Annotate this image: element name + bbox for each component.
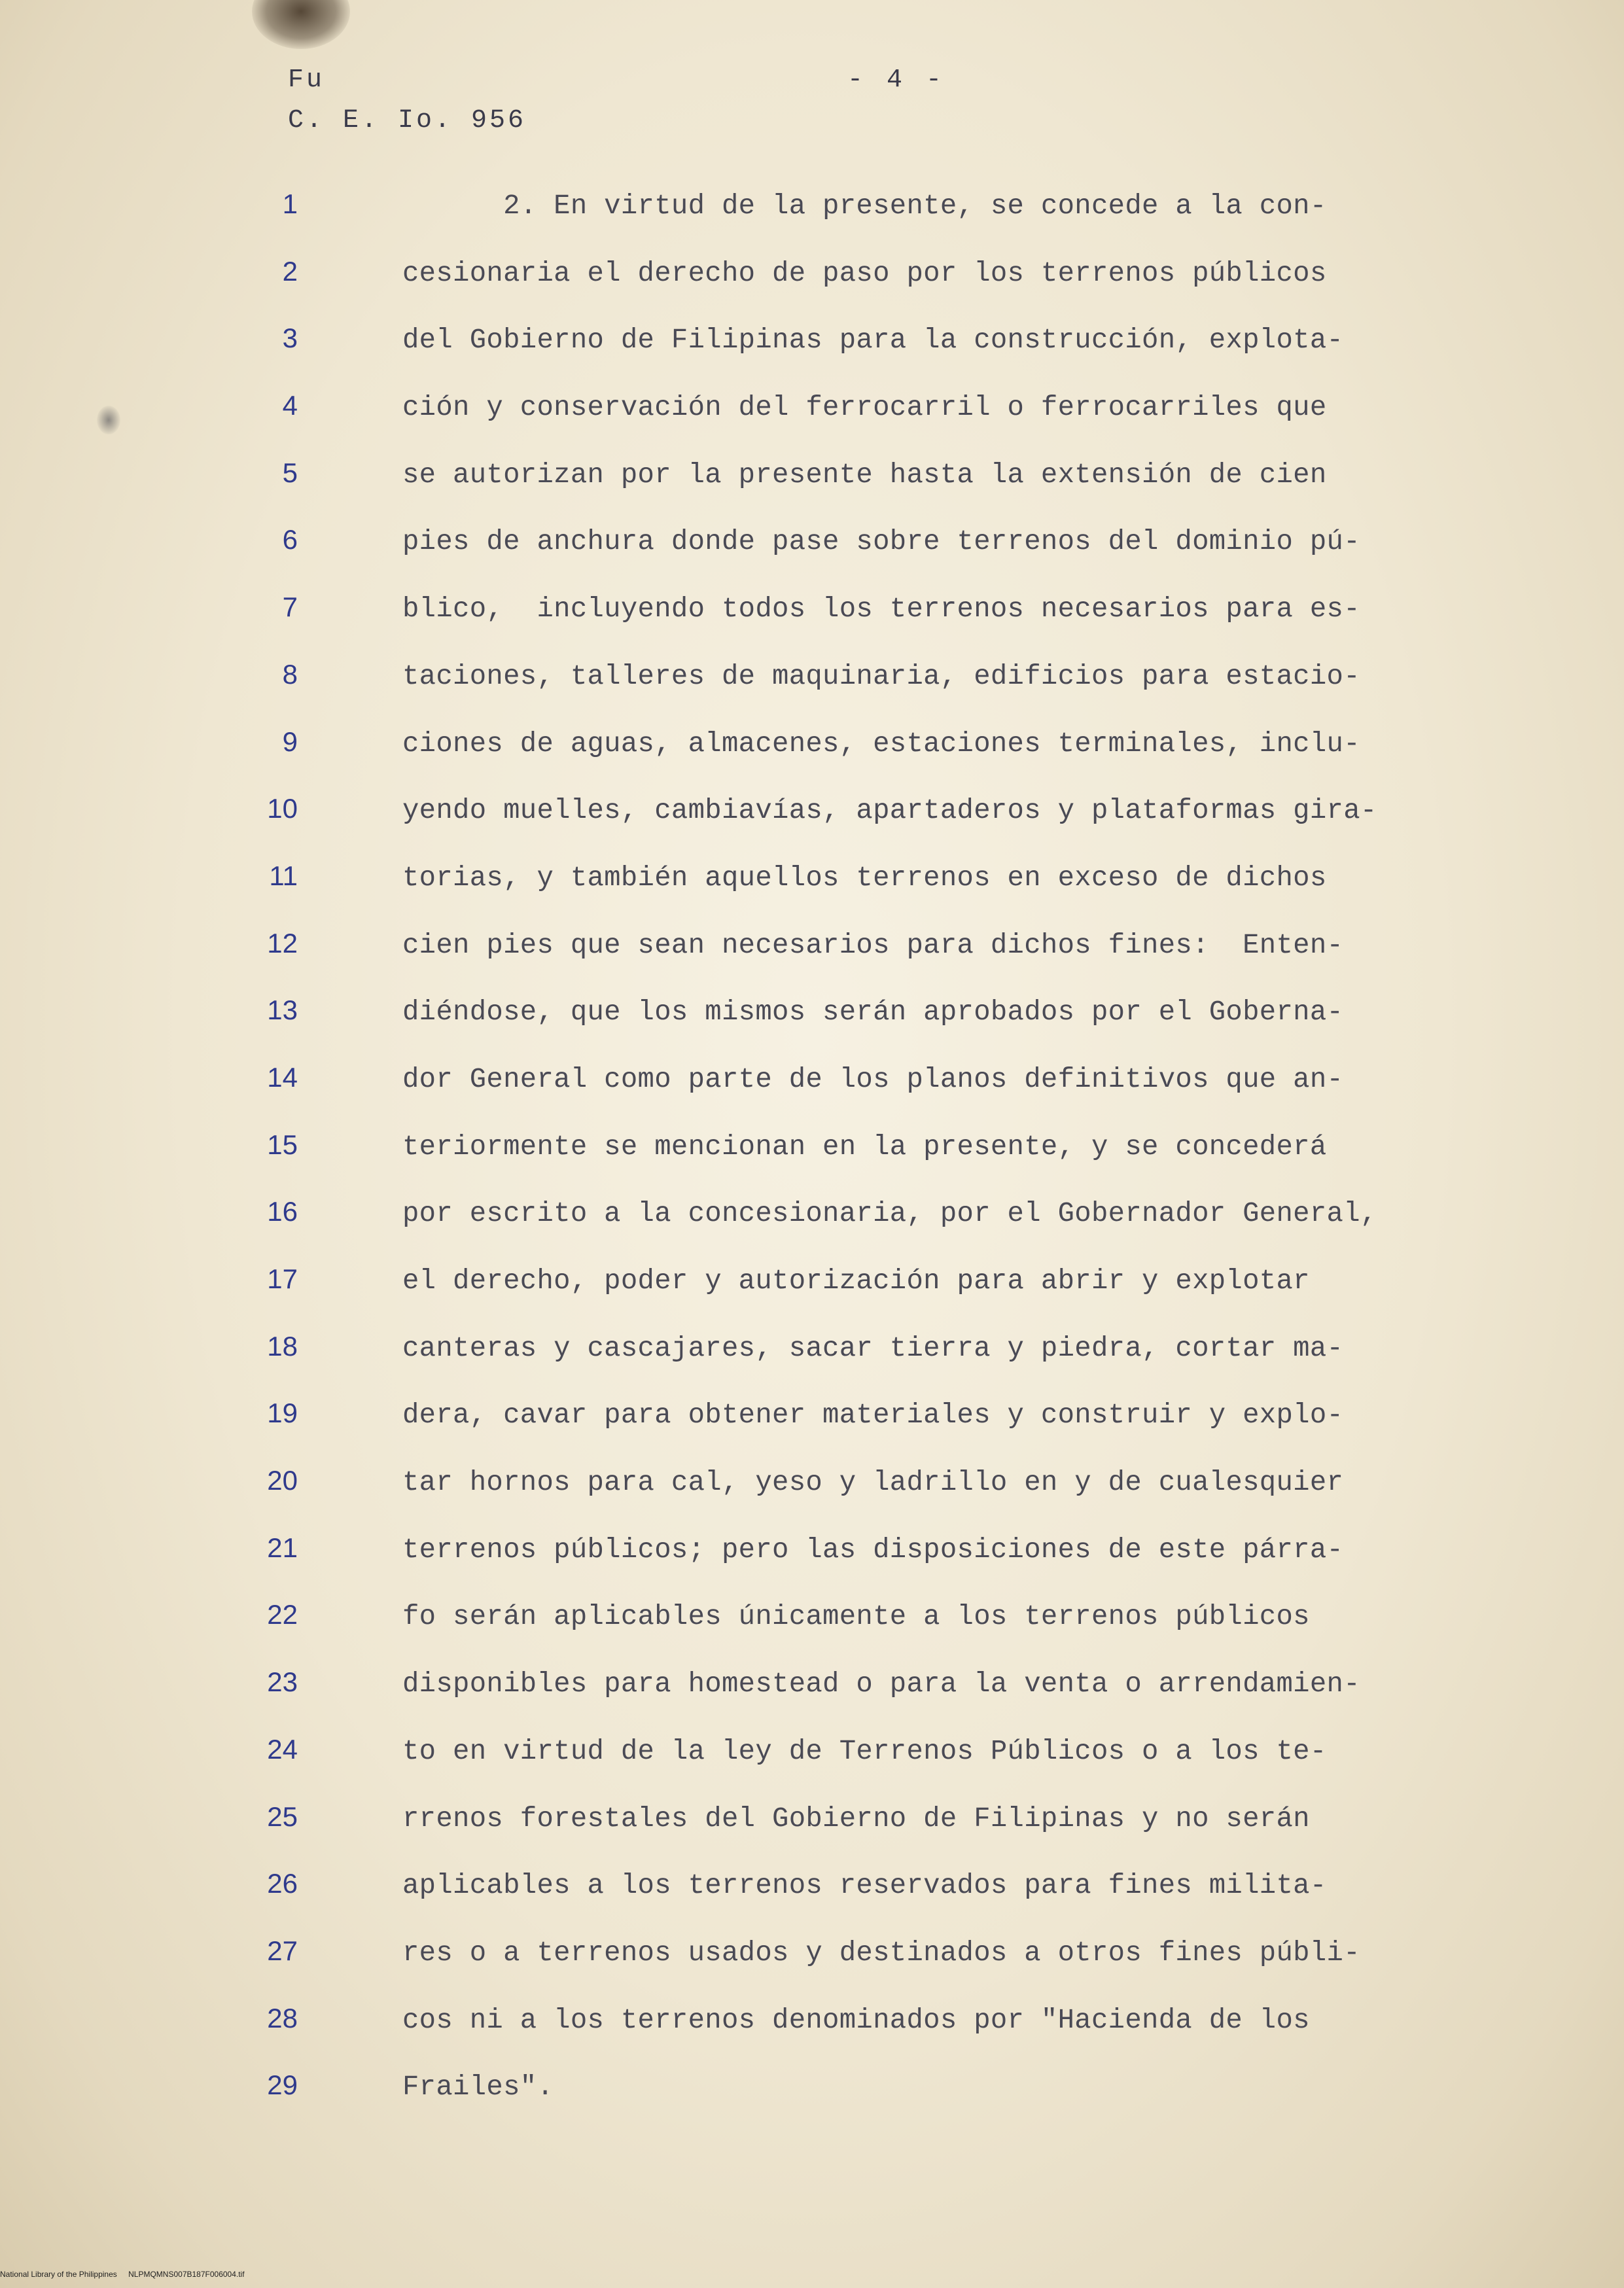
line-number: 4 xyxy=(282,390,298,421)
line-text: diéndose, que los mismos serán aprobados por el Goberna- xyxy=(402,996,1344,1029)
file-name: NLPMQMNS007B187F006004.tif xyxy=(128,2270,245,2279)
text-line xyxy=(196,793,1505,860)
line-number: 5 xyxy=(282,457,298,488)
text-line xyxy=(196,256,1505,323)
library-name: National Library of the Philippines xyxy=(0,2270,117,2279)
line-number: 6 xyxy=(282,524,298,555)
text-line xyxy=(196,457,1505,525)
line-text: ciones de aguas, almacenes, estaciones terminales, inclu- xyxy=(402,728,1360,760)
line-text: rrenos forestales del Gobierno de Filipinas y no serán xyxy=(402,1803,1310,1835)
line-text: taciones, talleres de maquinaria, edificios para estacio- xyxy=(402,660,1360,692)
line-text: cien pies que sean necesarios para dichos fines: Enten- xyxy=(402,929,1344,961)
line-number: 22 xyxy=(267,1599,298,1630)
line-text: tar hornos para cal, yeso y ladrillo en y de cualesquier xyxy=(402,1467,1344,1499)
text-line xyxy=(196,1599,1505,1666)
line-text: fo serán aplicables únicamente a los terrenos públicos xyxy=(402,1601,1310,1633)
text-line xyxy=(196,659,1505,726)
line-number: 18 xyxy=(267,1330,298,1362)
line-number: 23 xyxy=(267,1666,298,1698)
line-number: 21 xyxy=(267,1532,298,1563)
line-number: 25 xyxy=(267,1801,298,1832)
text-line xyxy=(196,2069,1505,2137)
line-text: del Gobierno de Filipinas para la construcción, explota- xyxy=(402,325,1344,357)
line-text: to en virtud de la ley de Terrenos Públicos o a los te- xyxy=(402,1735,1327,1767)
line-text: Frailes". xyxy=(402,2071,554,2103)
line-text: dera, cavar para obtener materiales y construir y explo- xyxy=(402,1399,1344,1432)
text-line xyxy=(196,1734,1505,1801)
text-line xyxy=(196,524,1505,591)
line-number: 27 xyxy=(267,1935,298,1966)
line-number: 17 xyxy=(267,1263,298,1294)
text-line xyxy=(196,323,1505,390)
header-reference: C. E. Io. 956 xyxy=(288,106,527,135)
line-number: 11 xyxy=(269,860,298,891)
line-number: 14 xyxy=(267,1061,298,1093)
line-number: 13 xyxy=(267,994,298,1026)
line-number: 7 xyxy=(282,591,298,623)
text-line xyxy=(196,188,1505,256)
line-number: 24 xyxy=(267,1733,298,1765)
line-text: cos ni a los terrenos denominados por "Hacienda de los xyxy=(402,2004,1310,2036)
line-text: yendo muelles, cambiavías, apartaderos y plataformas gira- xyxy=(402,795,1377,827)
text-line xyxy=(196,1398,1505,1465)
line-text: terrenos públicos; pero las disposiciones de este párra- xyxy=(402,1534,1344,1566)
line-text: blico, incluyendo todos los terrenos necesarios para es- xyxy=(402,593,1360,625)
text-line xyxy=(196,390,1505,457)
text-line xyxy=(196,1129,1505,1197)
line-number: 15 xyxy=(267,1129,298,1160)
text-line xyxy=(196,2003,1505,2070)
line-number: 26 xyxy=(267,1868,298,1899)
text-line xyxy=(196,1062,1505,1129)
text-line xyxy=(196,1196,1505,1263)
line-text: el derecho, poder y autorización para abrir y explotar xyxy=(402,1265,1310,1297)
line-number: 8 xyxy=(282,658,298,690)
document-header xyxy=(288,60,526,141)
scan-footer xyxy=(0,2268,458,2281)
line-text: torias, y también aquellos terrenos en exceso de dichos xyxy=(402,862,1327,894)
line-text: disponibles para homestead o para la venta o arrendamien- xyxy=(402,1668,1360,1700)
line-number: 1 xyxy=(282,188,298,219)
line-text: por escrito a la concesionaria, por el Gobernador General, xyxy=(402,1198,1377,1230)
header-initials: Fu xyxy=(288,65,325,95)
line-number: 10 xyxy=(267,793,298,824)
page-number: - 4 - xyxy=(847,65,946,95)
ink-spot xyxy=(97,406,120,434)
line-number: 16 xyxy=(267,1196,298,1227)
numbered-text-body xyxy=(196,188,1505,2137)
line-number: 28 xyxy=(267,2002,298,2033)
text-line xyxy=(196,994,1505,1062)
line-text: cesionaria el derecho de paso por los terrenos públicos xyxy=(402,257,1327,289)
line-text: 2. En virtud de la presente, se concede a la con- xyxy=(402,190,1327,222)
text-line xyxy=(196,591,1505,659)
line-text: pies de anchura donde pase sobre terrenos del dominio pú- xyxy=(402,526,1360,558)
text-line xyxy=(196,1465,1505,1532)
line-text: se autorizan por la presente hasta la extensión de cien xyxy=(402,459,1327,491)
text-line xyxy=(196,1331,1505,1398)
line-text: dor General como parte de los planos definitivos que an- xyxy=(402,1063,1344,1095)
text-line xyxy=(196,1801,1505,1869)
line-number: 3 xyxy=(282,323,298,354)
line-text: teriormente se mencionan en la presente, y se concederá xyxy=(402,1131,1327,1163)
line-text: ción y conservación del ferrocarril o ferrocarriles que xyxy=(402,392,1327,424)
line-number: 29 xyxy=(267,2069,298,2101)
text-line xyxy=(196,1263,1505,1331)
text-line xyxy=(196,860,1505,928)
line-number: 19 xyxy=(267,1398,298,1429)
line-text: res o a terrenos usados y destinados a otros fines públi- xyxy=(402,1937,1360,1969)
line-number: 9 xyxy=(282,726,298,757)
line-number: 2 xyxy=(282,255,298,287)
line-number: 12 xyxy=(267,927,298,959)
line-text: aplicables a los terrenos reservados para fines milita- xyxy=(402,1870,1327,1902)
line-number: 20 xyxy=(267,1465,298,1496)
ink-stain xyxy=(252,0,350,49)
line-text: canteras y cascajares, sacar tierra y piedra, cortar ma- xyxy=(402,1332,1344,1364)
text-line xyxy=(196,726,1505,794)
text-line xyxy=(196,1935,1505,2003)
text-line xyxy=(196,1868,1505,1935)
text-line xyxy=(196,1666,1505,1734)
text-line xyxy=(196,1532,1505,1600)
text-line xyxy=(196,928,1505,995)
